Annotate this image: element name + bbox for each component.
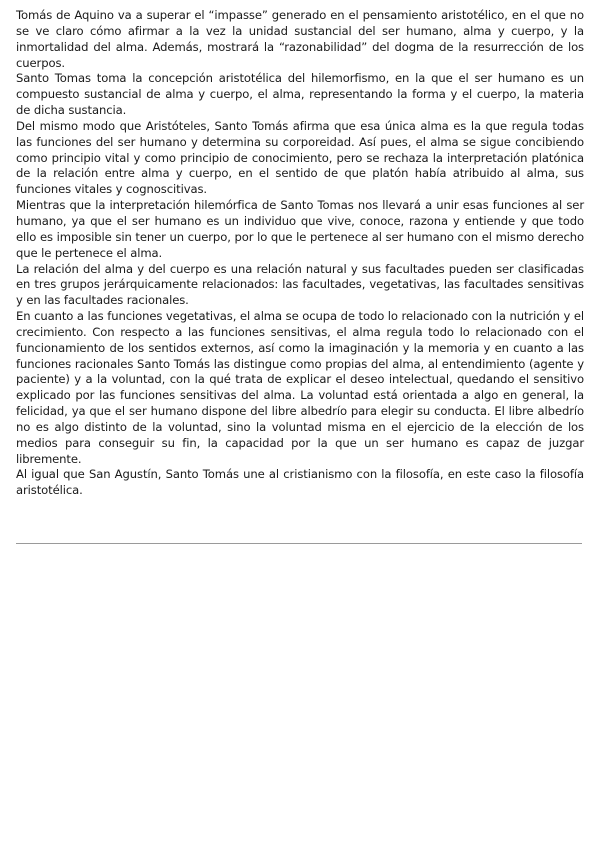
paragraph-conclusion: Al igual que San Agustín, Santo Tomás une al cristianismo con la filosofía, en este caso la filosofía aristotélica. — [16, 467, 584, 498]
horizontal-divider — [16, 543, 582, 544]
paragraph-interpretacion-hilemorfica: Mientras que la interpretación hilemórfica de Santo Tomas nos llevará a unir esas funciones al ser humano, ya que el ser humano es un individuo que vive, conoce, razona y entiende y que todo ello es imposible sin tener un cuerpo, por lo que le pertenece al ser humano con el mismo derecho que le pertenece el alma. — [16, 198, 584, 260]
paragraph-funciones-detalle: En cuanto a las funciones vegetativas, el alma se ocupa de todo lo relacionado con la nutrición y el crecimiento. Con respecto a las funciones sensitivas, el alma regula todo lo relacionado con el funcionamiento de los sentidos externos, así como la imaginación y la memoria y en cuanto a las funciones racionales Santo Tomás las distingue como propias del alma, al entendimiento (agente y paciente) y a la voluntad, con la qué trata de explicar el deseo intelectual, quedando el sensitivo explicado por las funciones sensitivas del alma. La voluntad está orientada a algo en general, la felicidad, ya que el ser humano dispone del libre albedrío para elegir su conducta. El libre albedrío no es algo distinto de la voluntad, sino la voluntad misma en el ejercicio de la elección de los medios para conseguir su fin, la capacidad por la que un ser humano es capaz de juzgar libremente. — [16, 309, 584, 466]
document-body — [16, 8, 584, 499]
paragraph-facultades: La relación del alma y del cuerpo es una relación natural y sus facultades pueden ser clasificadas en tres grupos jerárquicamente relacionados: las facultades, vegetativas, las facultades sensitivas y en las facultades racionales. — [16, 261, 584, 308]
paragraph-alma-funciones: Del mismo modo que Aristóteles, Santo Tomás afirma que esa única alma es la que regula todas las funciones del ser humano y determina su corporeidad. Así pues, el alma se sigue concibiendo como principio vital y como principio de conocimiento, pero se rechaza la interpretación platónica de la relación entre alma y cuerpo, en el sentido de que platón había atribuido al alma, sus funciones vitales y cognoscitivas. — [16, 118, 584, 197]
paragraph-intro: Tomás de Aquino va a superar el “impasse” generado en el pensamiento aristotélico, en el que no se ve claro cómo afirmar a la vez la unidad sustancial del ser humano, alma y cuerpo, y la inmortalidad del alma. Además, mostrará la “razonabilidad” del dogma de la resurrección de los cuerpos. — [16, 8, 584, 70]
paragraph-hilemorfismo: Santo Tomas toma la concepción aristotélica del hilemorfismo, en la que el ser humano es un compuesto sustancial de alma y cuerpo, el alma, representando la forma y el cuerpo, la materia de dicha sustancia. — [16, 71, 584, 118]
